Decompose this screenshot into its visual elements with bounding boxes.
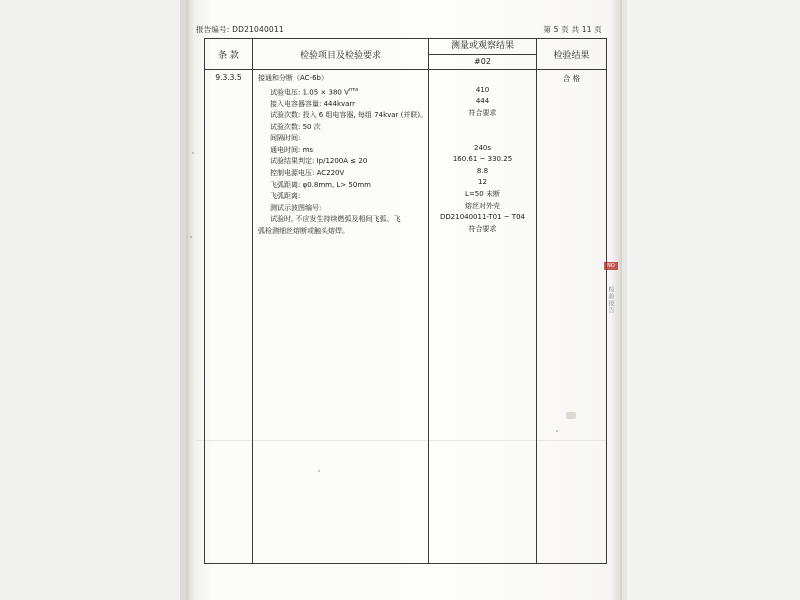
- list-item: 12: [478, 178, 487, 187]
- list-item: 弧检测细丝熔断或触头熔焊。: [258, 227, 349, 236]
- header-item-label: 检验项目及检验要求: [299, 50, 381, 61]
- report-number-label: 报告编号:: [196, 25, 230, 34]
- requirement-list: [253, 70, 428, 238]
- page-info: 第 5 页 共 11 页: [543, 25, 602, 34]
- scan-speck: [190, 236, 192, 238]
- list-item: 间隔时间:: [270, 134, 301, 143]
- page-background-left: [0, 0, 186, 600]
- list-item: 160.61 ~ 330.25: [452, 155, 513, 164]
- list-item: 试验时, 不应发生持续燃弧及相间飞弧、飞: [270, 215, 401, 224]
- measurement-spacer: [433, 119, 532, 131]
- document-header: [196, 24, 608, 35]
- report-number-value: DD21040011: [232, 25, 284, 34]
- scan-speck: [318, 470, 320, 472]
- list-item: 通电时间: ms: [270, 145, 314, 154]
- list-item: L=50 未断: [465, 189, 500, 198]
- list-item: 接入电容器容量: 444kvarr: [270, 99, 356, 108]
- report-number: [196, 24, 284, 35]
- header-result-label: 检验结果: [553, 50, 590, 61]
- header-measurement-sub: #02: [474, 57, 491, 66]
- cell-clause: [205, 70, 253, 564]
- header-clause-label: 条 款: [218, 50, 239, 61]
- table-row: [205, 70, 607, 564]
- header-measurement: [429, 39, 537, 70]
- list-item: 8.8: [476, 166, 489, 175]
- vertical-edge-mark: 检验报告: [607, 286, 614, 314]
- list-item: 410: [475, 85, 490, 94]
- list-item: 试验电压: 1.05 × 380 $V^{rms}$: [270, 86, 359, 96]
- measurement-spacer: [433, 73, 532, 85]
- measurement-spacer: [433, 131, 532, 143]
- header-item: [253, 39, 429, 70]
- inspection-table: [204, 38, 607, 564]
- header-clause: [205, 39, 253, 70]
- scan-smudge: [566, 412, 576, 419]
- page-gutter-left: [186, 0, 195, 600]
- list-item: 测试示波图编号:: [270, 203, 322, 212]
- list-item: 444: [475, 97, 490, 106]
- list-item: 接通和分断（AC-6b）: [258, 74, 328, 82]
- list-item: DD21040011-T01 ~ T04: [440, 213, 525, 222]
- result-value: 合 格: [562, 74, 581, 83]
- scan-speck: [192, 152, 194, 154]
- header-result: [537, 39, 607, 70]
- list-item: 240s: [473, 143, 491, 152]
- sup-rms: rms: [348, 86, 359, 93]
- list-item: 控制电源电压: AC220V: [270, 169, 345, 178]
- list-item: 试验次数: 投入 6 组电容器, 每组 74kvar (并联)。: [270, 111, 428, 120]
- measurement-list: [429, 70, 536, 235]
- page-background-right: [622, 0, 800, 600]
- cell-result: [537, 70, 607, 564]
- cell-measurements: [429, 70, 537, 564]
- list-item: 试验次数: 50 次: [270, 122, 321, 131]
- table-header-row: [205, 39, 607, 70]
- scan-speck: [556, 430, 558, 432]
- list-item: 试验结果判定: Ip/1200A ≤ 20: [270, 157, 368, 166]
- cell-requirements: [253, 70, 429, 564]
- list-item: 飞弧距离:: [270, 192, 301, 201]
- list-item: 符合要求: [468, 224, 497, 233]
- header-measurement-label: 测量或观察结果: [429, 39, 536, 55]
- page-edge-right: [622, 0, 627, 600]
- list-item: 熔丝对外壳: [465, 201, 500, 210]
- list-item: 符合要求: [468, 108, 497, 117]
- red-edge-mark: NO: [604, 262, 618, 270]
- clause-value: 9.3.3.5: [215, 73, 242, 82]
- list-item: 飞弧距离: φ0.8mm, L> 50mm: [270, 180, 371, 189]
